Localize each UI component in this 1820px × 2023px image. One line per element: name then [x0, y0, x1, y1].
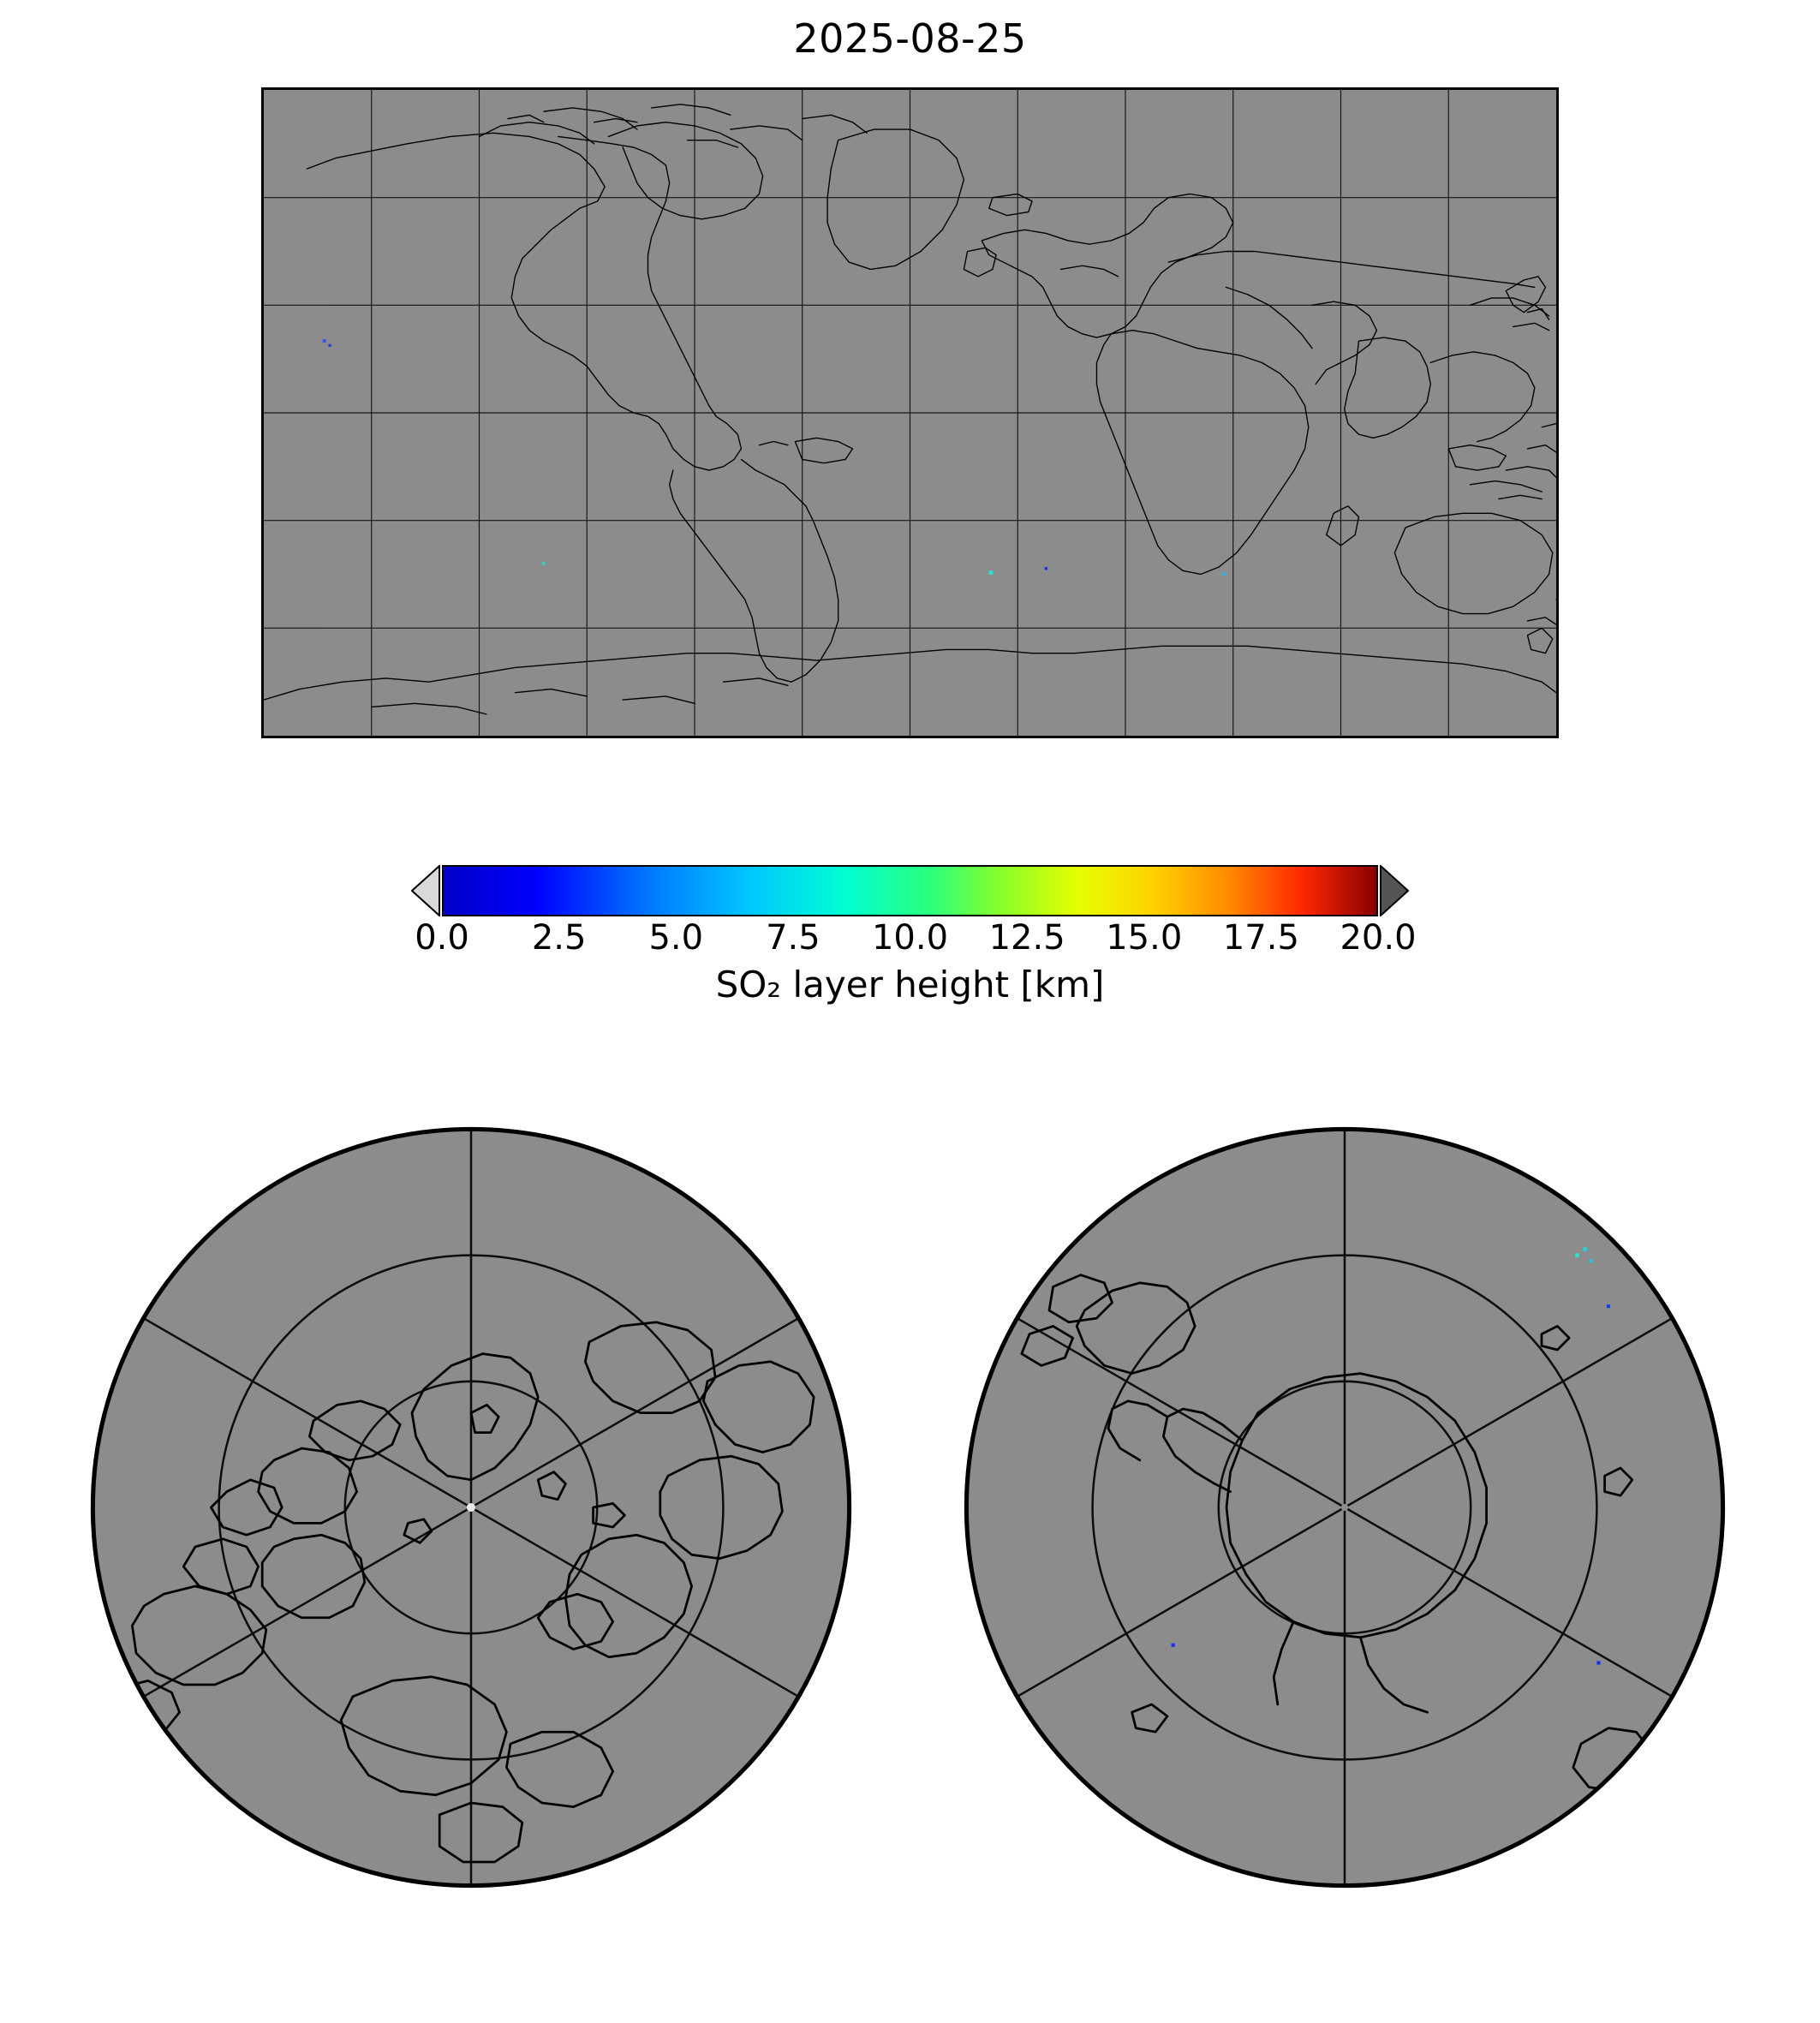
- global-map-panel: [261, 87, 1559, 738]
- map-graticule: [264, 90, 1556, 736]
- colorbar-tick-7: 17.5: [1222, 918, 1299, 958]
- colorbar-gradient-body: [442, 865, 1378, 916]
- colorbar-tick-0: 0.0: [415, 918, 469, 958]
- colorbar-tick-3: 7.5: [766, 918, 820, 958]
- north-polar-svg: [77, 1113, 865, 1901]
- colorbar: [411, 865, 1417, 958]
- south-polar-svg: [951, 1113, 1739, 1901]
- global-map-svg: [264, 90, 1556, 736]
- colorbar-tick-1: 2.5: [531, 918, 587, 958]
- colorbar-tick-4: 10.0: [871, 918, 949, 958]
- colorbar-under-arrow: [411, 865, 440, 916]
- colorbar-tick-labels: [415, 918, 1417, 961]
- south-polar-panel: [951, 1113, 1739, 1901]
- north-pole-marker: [467, 1503, 475, 1512]
- map-data-points: [323, 339, 1226, 576]
- north-polar-panel: [77, 1113, 865, 1901]
- colorbar-tick-5: 12.5: [988, 918, 1065, 958]
- colorbar-tick-8: 20.0: [1340, 918, 1417, 958]
- south-pole-marker: [1341, 1504, 1348, 1511]
- colorbar-axis-label: SO₂ layer height [km]: [715, 964, 1105, 1006]
- colorbar-tick-6: 15.0: [1106, 918, 1183, 958]
- colorbar-over-arrow: [1380, 865, 1409, 916]
- colorbar-tick-2: 5.0: [648, 918, 704, 958]
- page-title: 2025-08-25: [793, 15, 1027, 62]
